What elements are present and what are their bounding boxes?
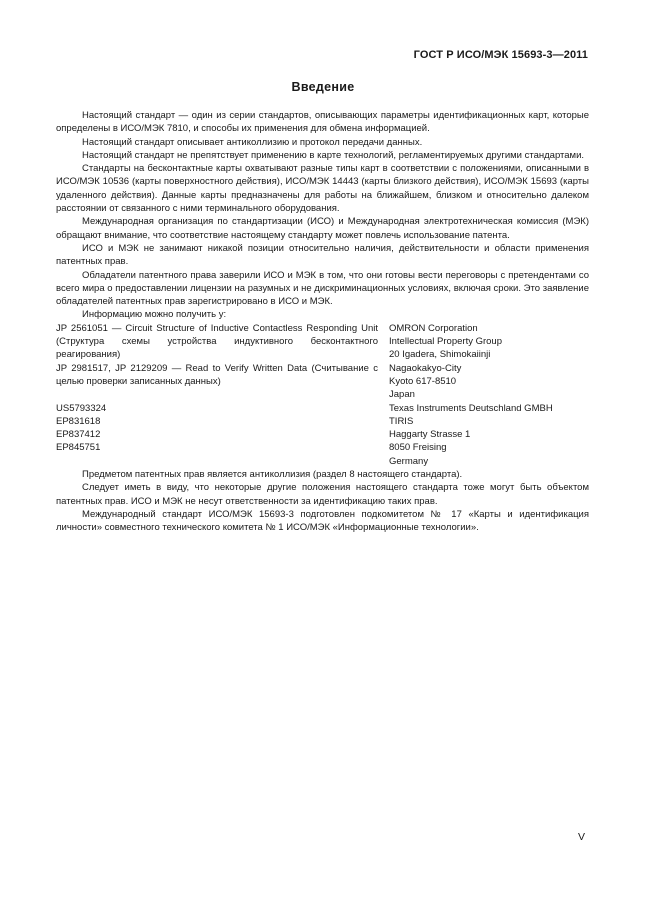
paragraph: Настоящий стандарт — один из серии стандартов, описывающих параметры идентификационных карт, которые определены в ИСО/МЭК 7810, и способы их применения для обмена информацией. — [56, 110, 589, 135]
patent-holder-addresses-column — [389, 322, 589, 468]
patent-holders-table — [56, 322, 589, 468]
patent-entry: EP837412 — [56, 429, 101, 441]
body-text — [56, 109, 589, 535]
patent-numbers-column — [56, 322, 378, 468]
address-line: 8050 Freising — [389, 442, 447, 454]
patent-entry: US5793324 — [56, 402, 107, 414]
paragraph: Настоящий стандарт описывает антиколлизию и протокол передачи данных. — [82, 136, 423, 148]
paragraph: Настоящий стандарт не препятствует применению в карте технологий, регламентируемых другими стандартами. — [82, 149, 585, 161]
patent-entry: JP 2981517, JP 2129209 — Read to Verify Written Data (Считывание с целью проверки записанных данных) — [56, 362, 378, 387]
address-line: OMRON Corporation — [389, 322, 478, 334]
paragraph: Предметом патентных прав является антиколлизия (раздел 8 настоящего стандарта). — [82, 469, 463, 481]
patent-entry: JP 2561051 — Circuit Structure of Inductive Contactless Responding Unit (Структура схемы устройства индуктивного бесконтактного реагирования) — [56, 322, 378, 361]
paragraph: Стандарты на бесконтактные карты охватывают разные типы карт в соответствии с положениями, описанными в ИСО/МЭК 10536 (карты поверхностного действия), ИСО/МЭК 14443 (карты близкого действия), ИСО/МЭК 15693 (карты удаленного действия). Данные карты предназначены для работы на ближайшем, близком и относительно далеком расстоянии от связанного с ними терминального оборудования. — [56, 163, 589, 215]
paragraph: Обладатели патентного права заверили ИСО и МЭК в том, что они готовы вести переговоры с претендентами со всего мира о предоставлении лицензии на разумных и не дискриминационных условиях, включая сроки. Это заявление обладателей патентных прав зарегистрировано в ИСО и МЭК. — [56, 269, 589, 308]
patent-entry: EP831618 — [56, 415, 101, 427]
address-line: Intellectual Property Group — [389, 336, 503, 348]
address-line: Kyoto 617-8510 — [389, 375, 457, 387]
address-line: Texas Instruments Deutschland GMBH — [389, 402, 553, 414]
paragraph: Международный стандарт ИСО/МЭК 15693-3 подготовлен подкомитетом № 17 «Карты и идентификация личности» совместного технического комитета № 1 ИСО/МЭК «Информационные технологии». — [56, 508, 589, 534]
paragraph: Информацию можно получить у: — [82, 309, 227, 321]
address-line: Japan — [389, 389, 415, 401]
paragraph: Следует иметь в виду, что некоторые другие положения настоящего стандарта тоже могут быть объектом патентных прав. ИСО и МЭК не несут ответственности за идентификацию таких прав. — [56, 482, 589, 507]
address-line: Nagaokakyo-City — [389, 362, 462, 374]
spacer — [56, 388, 378, 401]
address-line: TIRIS — [389, 415, 414, 427]
page-number: V — [577, 831, 585, 843]
address-line: Haggarty Strasse 1 — [389, 429, 471, 441]
patent-entry: EP845751 — [56, 442, 101, 454]
section-title: Введение — [291, 80, 355, 94]
document-code-header: ГОСТ Р ИСО/МЭК 15693-3—2011 — [413, 49, 588, 61]
paragraph: Международная организация по стандартизации (ИСО) и Международная электротехническая комиссия (МЭК) обращают внимание, что соответствие настоящему стандарту может повлечь использование патента. — [56, 216, 589, 241]
address-line: Germany — [389, 455, 429, 467]
address-line: 20 Igadera, Shimokaiinji — [389, 349, 491, 361]
paragraph: ИСО и МЭК не занимают никакой позиции относительно наличия, действительности и области применения патентных прав. — [56, 242, 589, 268]
